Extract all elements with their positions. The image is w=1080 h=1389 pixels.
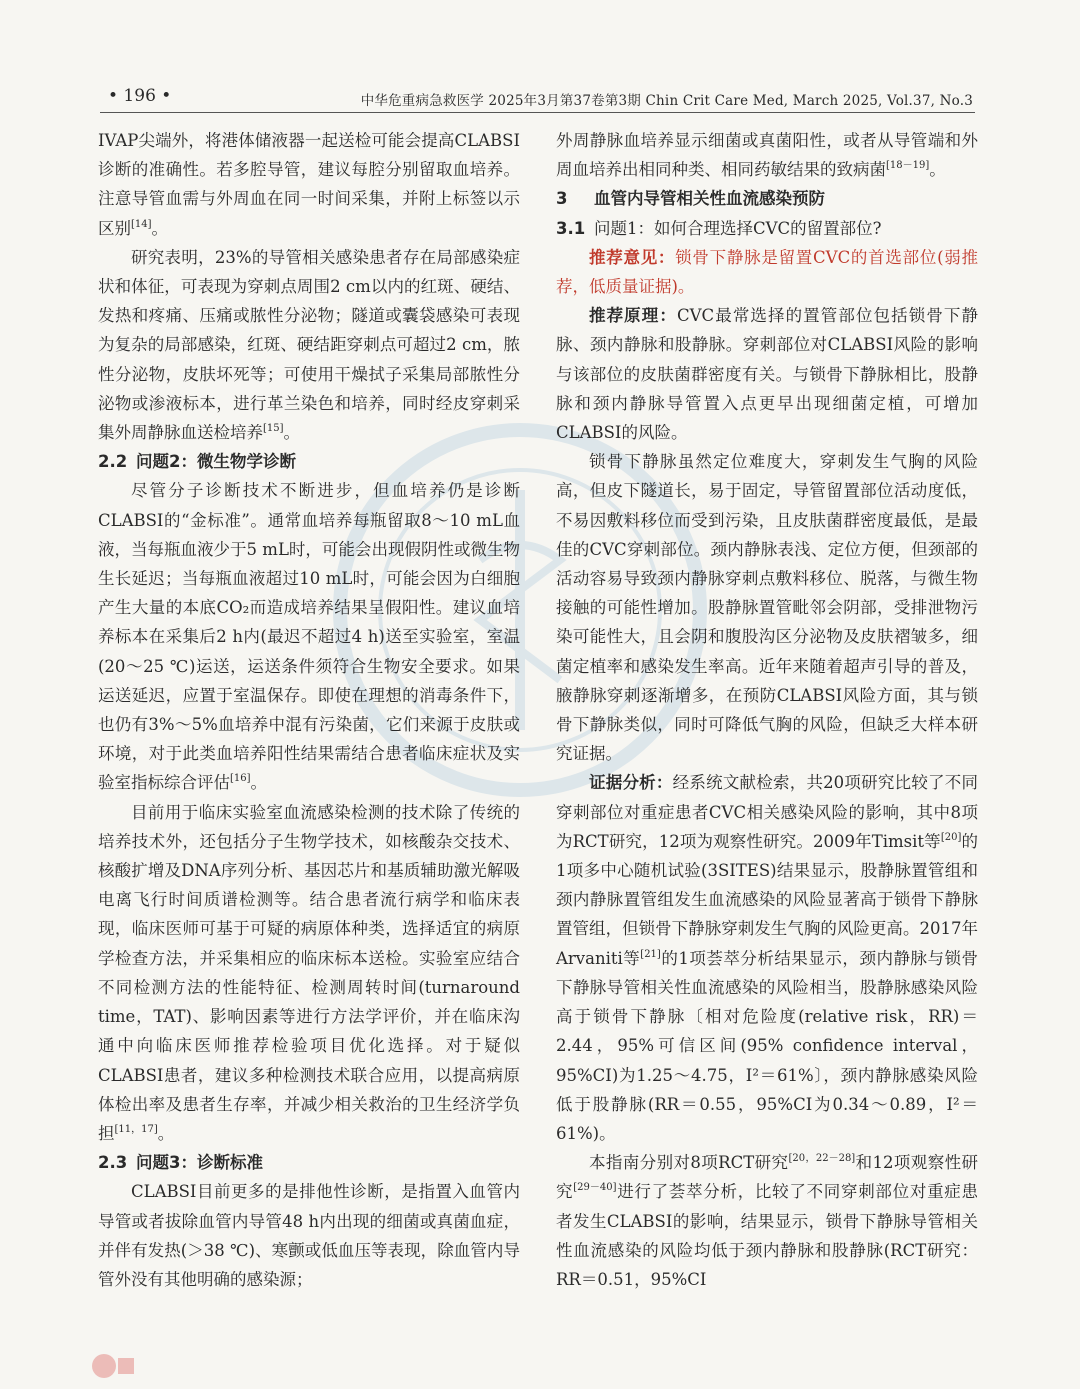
recommendation: 推荐意见：锁骨下静脉是留置CVC的首选部位(弱推荐，低质量证据)。 bbox=[556, 247, 979, 297]
rationale-paragraph: 推荐原理：CVC最常选择的置管部位包括锁骨下静脉、颈内静脉和股静脉。穿刺部位对CLABSI风险的影响与该部位的皮肤菌群密度有关。与锁骨下静脉相比，股静脉和颈内静脉导管置入点更早出现细菌定植，可增加CLABSI的风险。 bbox=[556, 306, 979, 443]
citation-ref: [14] bbox=[131, 218, 152, 230]
citation-ref: [21] bbox=[640, 948, 661, 960]
paragraph: 研究表明，23%的导管相关感染患者存在局部感染症状和体征，可表现为穿刺点周围2 cm以内的红斑、硬结、发热和疼痛、压痛或脓性分泌物；隧道或囊袋感染可表现为复杂的局部感染，红斑、硬结距穿刺点可超过2 cm，脓性分泌物，皮肤坏死等；可使用干燥拭子采集局部脓性分泌物或渗液标本，进行革兰染色和培养，同时经皮穿刺采集外周静脉血送检培养[15]。 bbox=[98, 247, 520, 443]
right-column bbox=[556, 126, 978, 1294]
corner-logo-icon bbox=[90, 1348, 136, 1384]
paragraph: CLABSI目前更多的是排他性诊断，是指置入血管内导管或者拔除血管内导管48 h内出现的细菌或真菌血症，并伴有发热(＞38 ℃)、寒颤或低血压等表现，除血管内导管外没有其他明确的感染源； bbox=[98, 1182, 520, 1289]
citation-ref: [29－40] bbox=[573, 1182, 617, 1194]
evidence-label: 证据分析： bbox=[589, 773, 673, 793]
rationale-label: 推荐原理： bbox=[589, 306, 677, 326]
paragraph: 目前用于临床实验室血流感染检测的技术除了传统的培养技术外，还包括分子生物学技术，如核酸杂交技术、核酸扩增及DNA序列分析、基因芯片和基质辅助激光解吸电离飞行时间质谱检测等。结合患者流行病学和临床表现，临床医师可基于可疑的病原体种类，选择适宜的病原学检查方法，并采集相应的临床标本送检。实验室应结合不同检测方法的性能特征、检测周转时间(turnaround time，TAT)、影响因素等进行方法学评价，并在临床沟通中向临床医师推荐检验项目优化选择。对于疑似CLABSI患者，建议多种检测技术联合应用，以提高病原体检出率及患者生存率，并减少相关救治的卫生经济学负担[11，17]。 bbox=[98, 802, 520, 1143]
citation-ref: [18－19] bbox=[886, 160, 930, 172]
section-heading-2-3: 2.3 问题3：诊断标准 bbox=[98, 1153, 263, 1173]
paragraph: 锁骨下静脉虽然定位难度大，穿刺发生气胸的风险高，但皮下隧道长，易于固定，导管留置部位活动度低，不易因敷料移位而受到污染，且皮肤菌群密度最低，是最佳的CVC穿刺部位。颈内静脉表浅、定位方便，但颈部的活动容易导致颈内静脉穿刺点敷料移位、脱落，与微生物接触的可能性增加。股静脉置管毗邻会阴部，受排泄物污染可能性大，且会阴和腹股沟区分泌物及皮肤褶皱多，细菌定植率和感染发生率高。近年来随着超声引导的普及，腋静脉穿刺逐渐增多，在预防CLABSI风险方面，其与锁骨下静脉类似，同时可降低气胸的风险，但缺乏大样本研究证据。 bbox=[556, 452, 978, 764]
page-number: • 196 • bbox=[108, 86, 172, 106]
paragraph: IVAP尖端外，将港体储液器一起送检可能会提高CLABSI诊断的准确性。若多腔导管，建议每腔分别留取血培养。注意导管血需与外周血在同一时间采集，并附上标签以示区别[14]。 bbox=[98, 131, 520, 238]
left-column bbox=[98, 126, 520, 1294]
recommendation-label: 推荐意见： bbox=[589, 247, 676, 267]
paragraph: 本指南分别对8项RCT研究[20，22－28]和12项观察性研究[29－40]进行了荟萃分析，比较了不同穿刺部位对重症患者发生CLABSI的影响，结果显示，锁骨下静脉导管相关性血流感染的风险均低于颈内静脉和股静脉(RCT研究：RR＝0.51，95%CI bbox=[556, 1153, 979, 1289]
citation-ref: [20，22－28] bbox=[788, 1153, 856, 1165]
paragraph: 外周静脉血培养显示细菌或真菌阳性，或者从导管端和外周血培养出相同种类、相同药敏结果的致病菌[18－19]。 bbox=[556, 131, 978, 180]
citation-ref: [15] bbox=[263, 423, 284, 435]
citation-ref: [20] bbox=[940, 831, 962, 843]
section-heading-3-1: 3.1 问题1：如何合理选择CVC的留置部位? bbox=[556, 218, 882, 238]
citation-ref: [11，17] bbox=[114, 1123, 158, 1135]
section-heading-3: 3 血管内导管相关性血流感染预防 bbox=[556, 189, 825, 209]
evidence-paragraph: 证据分析：经系统文献检索，共20项研究比较了不同穿刺部位对重症患者CVC相关感染风险的影响，其中8项为RCT研究，12项为观察性研究。2009年Timsit等[20]的1项多中心随机试验(3SITES)结果显示，股静脉置管组和颈内静脉置管组发生血流感染的风险显著高于锁骨下静脉置管组，但锁骨下静脉穿刺发生气胸的风险更高。2017年Arvaniti等[21]的1项荟萃分析结果显示，颈内静脉与锁骨下静脉导管相关性血流感染的风险相当，股静脉感染风险高于锁骨下静脉〔相对危险度(relative risk，RR)＝2.44，95%可信区间(95% confidence interval，95%CI)为1.25～4.75，I²＝61%〕，颈内静脉感染风险低于股静脉(RR＝0.55，95%CI为0.34～0.89，I²＝61%)。 bbox=[556, 773, 978, 1143]
journal-citation: 中华危重病急救医学 2025年3月第37卷第3期 Chin Crit Care Med, March 2025, Vol.37, No.3 bbox=[360, 93, 973, 109]
page-header bbox=[100, 86, 975, 113]
paragraph: 尽管分子诊断技术不断进步，但血培养仍是诊断CLABSI的“金标准”。通常血培养每瓶留取8～10 mL血液，当每瓶血液少于5 mL时，可能会出现假阴性或微生物生长延迟；当每瓶血液超过10 mL时，可能会因为白细胞产生大量的本底CO₂而造成培养结果呈假阳性。建议血培养标本在采集后2 h内(最迟不超过4 h)送至实验室，室温(20～25 ℃)运送，运送条件须符合生物安全要求。如果运送延迟，应置于室温保存。即使在理想的消毒条件下，也仍有3%～5%血培养中混有污染菌，它们来源于皮肤或环境，对于此类血培养阳性结果需结合患者临床症状及实验室指标综合评估[16]。 bbox=[98, 481, 520, 793]
section-heading-2-2: 2.2 问题2：微生物学诊断 bbox=[98, 452, 296, 472]
citation-ref: [16] bbox=[230, 773, 251, 785]
